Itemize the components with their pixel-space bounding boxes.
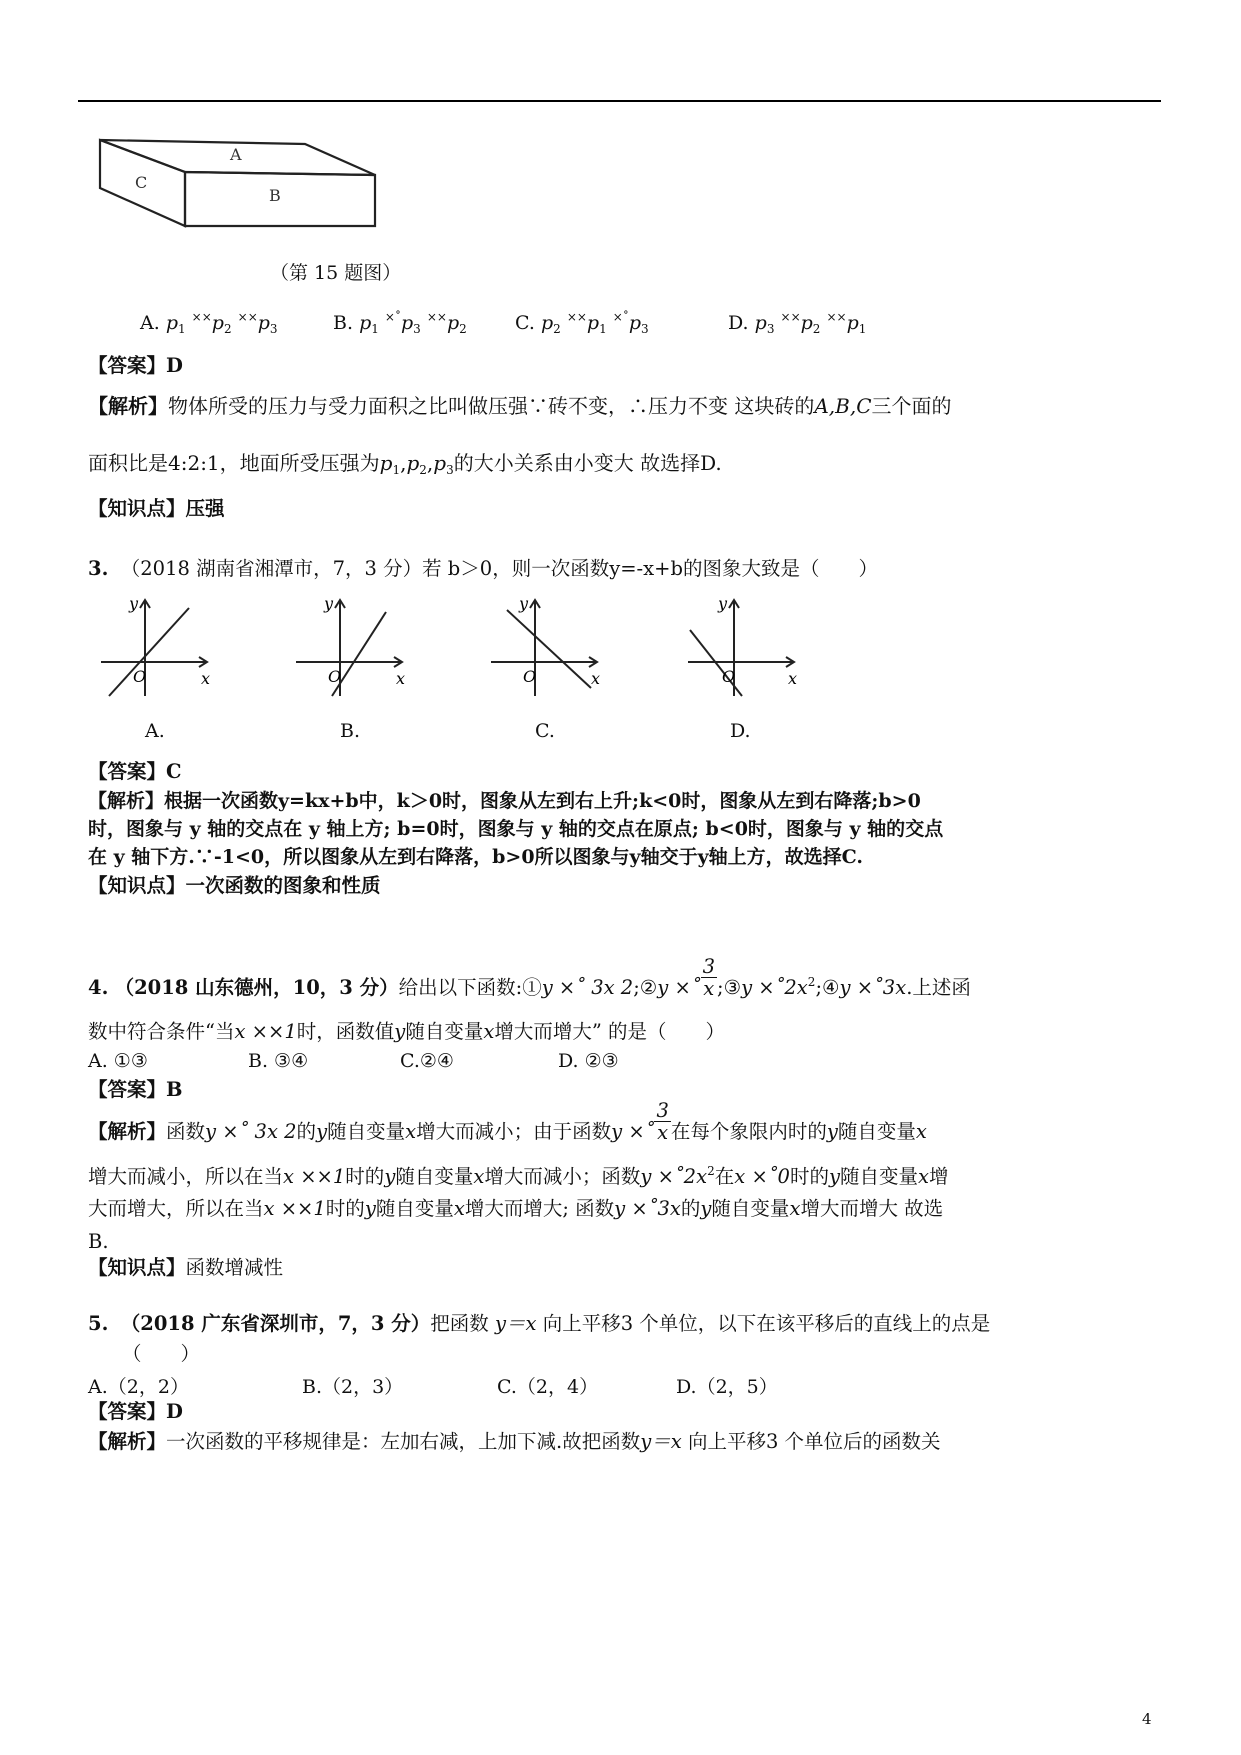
q2-option-c: C. $p_2$ $^{\times\times}p_1$ $^{\times˚}p_3$	[515, 310, 649, 336]
q5-answer: 【答案】D	[88, 1400, 183, 1423]
q4-analysis-line-3: 大而增大，所以在当x ××1时的y随自变量x增大而增大; 函数y ×˚3x的y随自变量x增大而增大 故选	[88, 1197, 944, 1220]
q3-graph-d	[682, 592, 812, 700]
q3-graph-b	[290, 592, 420, 700]
q5-analysis-line-1: 【解析】一次函数的平移规律是：左加右减，上加下减.故把函数y＝x 向上平移3 个单位后的函数关	[88, 1430, 941, 1453]
q3-analysis-line-1: 【解析】根据一次函数y=kx+b中，k＞0时，图象从左到右上升;k<0时，图象从左到右降落;b>0	[88, 790, 921, 812]
figure-caption: （第 15 题图）	[270, 262, 402, 284]
q5-stem-line-1: 5. （2018 广东省深圳市，7，3 分）把函数 y＝x 向上平移3 个单位，以下在该平移后的直线上的点是	[88, 1312, 991, 1335]
q3-knowledge: 【知识点】一次函数的图象和性质	[88, 874, 381, 897]
brick-figure	[90, 130, 390, 240]
q4-knowledge: 【知识点】函数增减性	[88, 1256, 284, 1279]
q4-stem-line-1: 4. （2018 山东德州，10，3 分）给出以下函数:①y ×˚ 3x 2;②y ×˚ $\frac{3}{x}$ ;③y $\times˚2x^2;④y$ ×˚3x.上述函	[88, 954, 971, 1000]
q3-graph-a	[95, 592, 225, 700]
q4-stem-line-2: 数中符合条件“当x ××1时，函数值y随自变量x增大而增大” 的是（ ）	[88, 1020, 725, 1043]
q3-answer: 【答案】C	[88, 760, 182, 783]
q2-analysis-line-2: 面积比是4:2:1，地面所受压强为$p_1,p_2,p_3$的大小关系由小变大 故选择D.	[88, 451, 722, 477]
header-rule	[78, 100, 1161, 102]
q5-option-b: B.（2，3）	[302, 1376, 404, 1398]
q4-analysis-line-1: 【解析】函数y ×˚ 3x 2的y随自变量x增大而减小；由于函数y ×˚ $\frac{3}{x}$ 在每个象限内时的y随自变量x	[88, 1098, 927, 1144]
q3-graph-label-a: A.	[145, 720, 165, 742]
q3-analysis-line-2: 时，图象与 y 轴的交点在 y 轴上方; b=0时，图象与 y 轴的交点在原点; b<0时，图象与 y 轴的交点	[88, 818, 944, 840]
q2-analysis-line-1: 【解析】物体所受的压力与受力面积之比叫做压强∵砖不变，∴压力不变 这块砖的A,B,C三个面的	[88, 394, 952, 418]
axis-y-label: y	[519, 594, 529, 613]
q5-stem-line-2: （ ）	[122, 1342, 201, 1365]
axis-y-label: y	[129, 594, 139, 613]
q2-option-b: B. $p_1$ $^{\times˚}p_3$ $^{\times\times}p_2$	[333, 310, 467, 336]
q5-option-c: C.（2，4）	[497, 1376, 599, 1398]
q4-option-a: A. ①③	[88, 1050, 148, 1072]
q4-analysis-line-4: B.	[88, 1230, 109, 1253]
axis-x-label: x	[788, 669, 798, 688]
q5-option-a: A.（2，2）	[88, 1376, 189, 1398]
q2-option-a: A. $p_1$ $^{\times\times}p_2$ $^{\times\times}p_3$	[140, 310, 278, 336]
q5-option-d: D.（2，5）	[676, 1376, 778, 1398]
axis-x-label: x	[396, 669, 406, 688]
q2-knowledge: 【知识点】压强	[88, 497, 225, 520]
q3-graph-label-b: B.	[340, 720, 361, 742]
origin-label: O	[133, 667, 147, 686]
origin-label: O	[722, 667, 736, 686]
axis-x-label: x	[591, 669, 601, 688]
q3-graph-label-d: D.	[730, 720, 751, 742]
axis-y-label: y	[324, 594, 334, 613]
axis-x-label: x	[201, 669, 211, 688]
q4-option-d: D. ②③	[558, 1050, 619, 1072]
face-b-label: B	[269, 186, 281, 205]
q2-answer: 【答案】D	[88, 354, 183, 377]
face-a-label: A	[230, 145, 242, 164]
q4-option-b: B. ③④	[248, 1050, 309, 1072]
origin-label: O	[328, 667, 342, 686]
q4-answer: 【答案】B	[88, 1078, 183, 1101]
q3-stem: 3. （2018 湖南省湘潭市，7，3 分）若 b＞0，则一次函数y=-x+b的图象大致是（ ）	[88, 557, 878, 580]
page-number: 4	[1142, 1710, 1152, 1728]
q4-analysis-line-2: 增大而减小，所以在当x ××1时的y随自变量x增大而减小；函数$y \times˚2x^2$在x ×˚0时的y随自变量x增	[88, 1164, 949, 1188]
face-c-label: C	[135, 173, 148, 192]
axis-y-label: y	[718, 594, 728, 613]
origin-label: O	[523, 667, 537, 686]
q3-graph-label-c: C.	[535, 720, 555, 742]
q2-option-d: D. $p_3$ $^{\times\times}p_2$ $^{\times\times}p_1$	[728, 310, 867, 336]
q3-analysis-line-3: 在 y 轴下方.∵-1<0，所以图象从左到右降落，b>0所以图象与y轴交于y轴上方，故选择C.	[88, 846, 864, 868]
q3-graph-c	[485, 592, 615, 700]
q4-option-c: C.②④	[400, 1050, 454, 1072]
